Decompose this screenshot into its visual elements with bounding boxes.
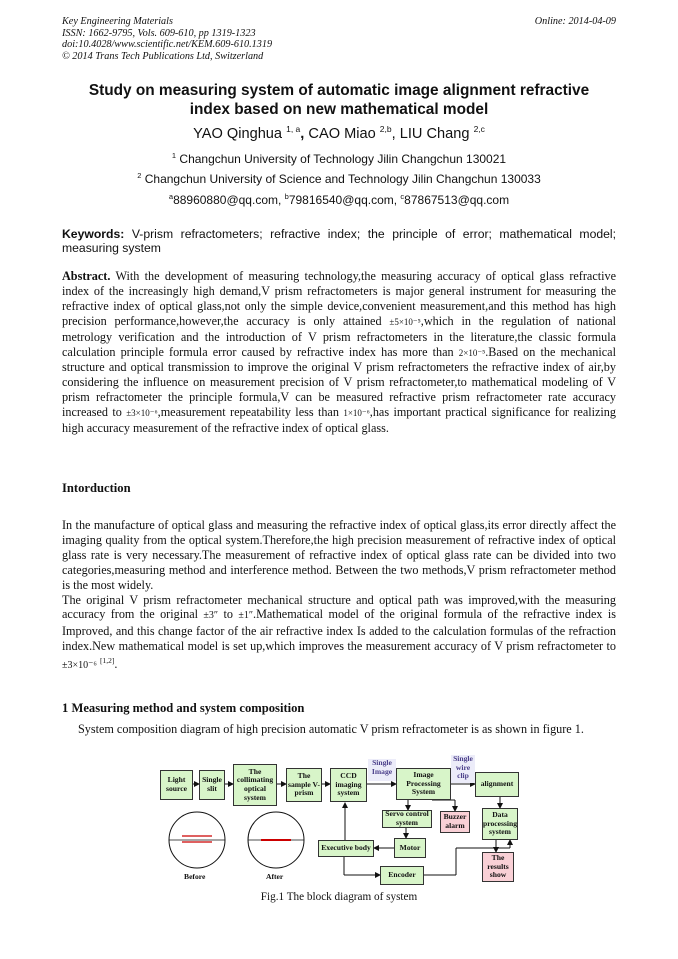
title-line-1: Study on measuring system of automatic image alignment refractive (88, 82, 590, 99)
issn-line: ISSN: 1662-9795, Vols. 609-610, pp 1319-1323 (62, 27, 256, 39)
author-3: LIU Chang (399, 126, 470, 142)
section-introduction-heading: Intorduction (62, 481, 131, 495)
author-1-sup: 1, a (286, 124, 301, 134)
abstract-math-3: ±3×10⁻⁶ (126, 408, 158, 419)
abstract-part-1: With the development of measuring technology,the measuring accuracy of optical glass refractive index of the increasingly high demand,V prism refractometers is major general instrument for measuring the refractive index of optical glass,not only the simple device,convenient measurement,and this method has high precision performance,however,the accuracy is only attained (62, 269, 617, 328)
abstract-math-2: 2×10⁻⁵ (458, 347, 486, 358)
affiliation-1-text: Changchun University of Technology Jilin Changchun 130021 (179, 152, 507, 166)
intro-paragraph-1: In the manufacture of optical glass and measuring the refractive index of optical glass,its error directly affect the imaging quality from the optical system.Therefore,the high precision measurement of refractive index of optical glass rate is very necessary.The measurement of refractive index of optical glass rate can be divided into two categories,measuring method and interference method. Between the two methods,V prism refractometer method is the most widely. (62, 518, 616, 592)
affiliation-1-sup: 1 (171, 151, 177, 160)
box-light-source: Light source (160, 770, 193, 800)
keywords-label: Keywords: (62, 227, 125, 241)
tag-single-image: Single Image (368, 759, 396, 781)
box-single-slit: Single slit (199, 770, 225, 800)
box-encoder: Encoder (380, 866, 424, 885)
abstract-math-4: 1×10⁻⁶ (343, 408, 370, 419)
box-data-processing: Data processing system (482, 808, 518, 840)
email-c[interactable]: 87867513@qq.com (404, 193, 510, 207)
label-after: After (266, 872, 284, 881)
doi-line: doi:10.4028/www.scientific.net/KEM.609-610.1319 (62, 39, 273, 51)
keywords-text: V-prism refractometers; refractive index; the principle of error; mathematical model; measuring system (62, 227, 616, 256)
box-buzzer-alarm: Buzzer alarm (440, 811, 470, 833)
intro-citation[interactable]: [1,2] (99, 656, 115, 666)
journal-name: Key Engineering Materials (62, 16, 173, 27)
box-servo-control: Servo control system (382, 810, 432, 828)
intro-end: . (114, 657, 118, 672)
author-2: CAO Miao (308, 126, 376, 142)
label-before: Before (184, 872, 206, 881)
email-b-sup: b (284, 192, 289, 201)
affiliation-2-text: Changchun University of Science and Technology Jilin Changchun 130033 (144, 172, 541, 186)
intro-p2-part-b: to (218, 607, 239, 622)
abstract-label: Abstract. (62, 269, 111, 283)
email-c-sup: c (400, 192, 405, 201)
section-1-heading: 1 Measuring method and system composition (62, 701, 305, 715)
box-results-show: The results show (482, 852, 514, 882)
intro-p2-part-c: .Mathematical model of the original formula of the refractive index is Improved, and this change factor of the air refractive index Is added to the calculation formulas of the refraction index.New mathematical model is set up,which improves the measurement accuracy of V prism refractometer to (62, 607, 617, 654)
author-list: YAO Qinghua $^{1, a}$, CAO Miao $^{2,b}$, LIU Chang $^{2,c}$ (193, 124, 485, 142)
affiliation-2-sup: 2 (137, 171, 142, 180)
box-motor: Motor (394, 838, 426, 858)
abstract-part-5: ,has important practical significance for realizing high accuracy measurement of the refractive index of optical glass. (62, 405, 616, 436)
email-a-sup: a (168, 192, 174, 201)
box-alignment: alignment (475, 772, 519, 797)
box-sample-vprism: The sample V-prism (286, 768, 322, 802)
intro-p2-part-a: The original V prism refractometer mechanical structure and optical path was improved,with the measuring accuracy from the original (62, 592, 616, 622)
abstract-part-4: ,measurement repeatability less than (157, 405, 344, 420)
box-executive-body: Executive body (318, 840, 374, 857)
abstract-math-1: ±5×10⁻⁵ (389, 316, 421, 327)
copyright-line: © 2014 Trans Tech Publications Ltd, Switzerland (62, 50, 264, 62)
author-1: YAO Qinghua (193, 126, 283, 142)
author-2-sup: 2,b (379, 124, 392, 134)
abstract-part-2: ,which in the regulation of national metrology verification and the introduction of V prism refractometers in the literature,the classic formula calculation principle formula error caused by refractive index has more than (62, 313, 616, 359)
title-line-2: index based on new mathematical model (189, 101, 489, 118)
intro-math-1: ±3″ (203, 610, 219, 622)
online-date: Online: 2014-04-09 (534, 16, 616, 27)
system-paragraph: System composition diagram of high precision automatic V prism refractometer is as shown in figure 1. (78, 722, 584, 736)
box-ccd: CCD imaging system (330, 768, 367, 802)
email-a[interactable]: 88960880@qq.com, (173, 193, 285, 207)
figure-caption: Fig.1 The block diagram of system (260, 891, 418, 903)
author-3-sup: 2,c (473, 124, 485, 134)
intro-math-2: ±1″ (238, 610, 254, 622)
email-b[interactable]: 79816540@qq.com, (288, 193, 401, 207)
abstract-part-3: .Based on the mechanical structure and optical transmission to improve the original V prism refractometers the refractive index of air,by considering the influence on measurement precision of V prism refractometer,to mathematical modeling of V prism refractometer the principle formula,V can be measured refractive prism refractometer rate accuracy increased to (62, 344, 616, 420)
box-image-processing: Image Processing System (396, 768, 451, 800)
tag-single-wire-clip: Single wire clip (451, 755, 475, 783)
box-collimating: The collimating optical system (233, 764, 277, 806)
intro-math-3: ±3×10⁻⁶ (62, 660, 97, 672)
